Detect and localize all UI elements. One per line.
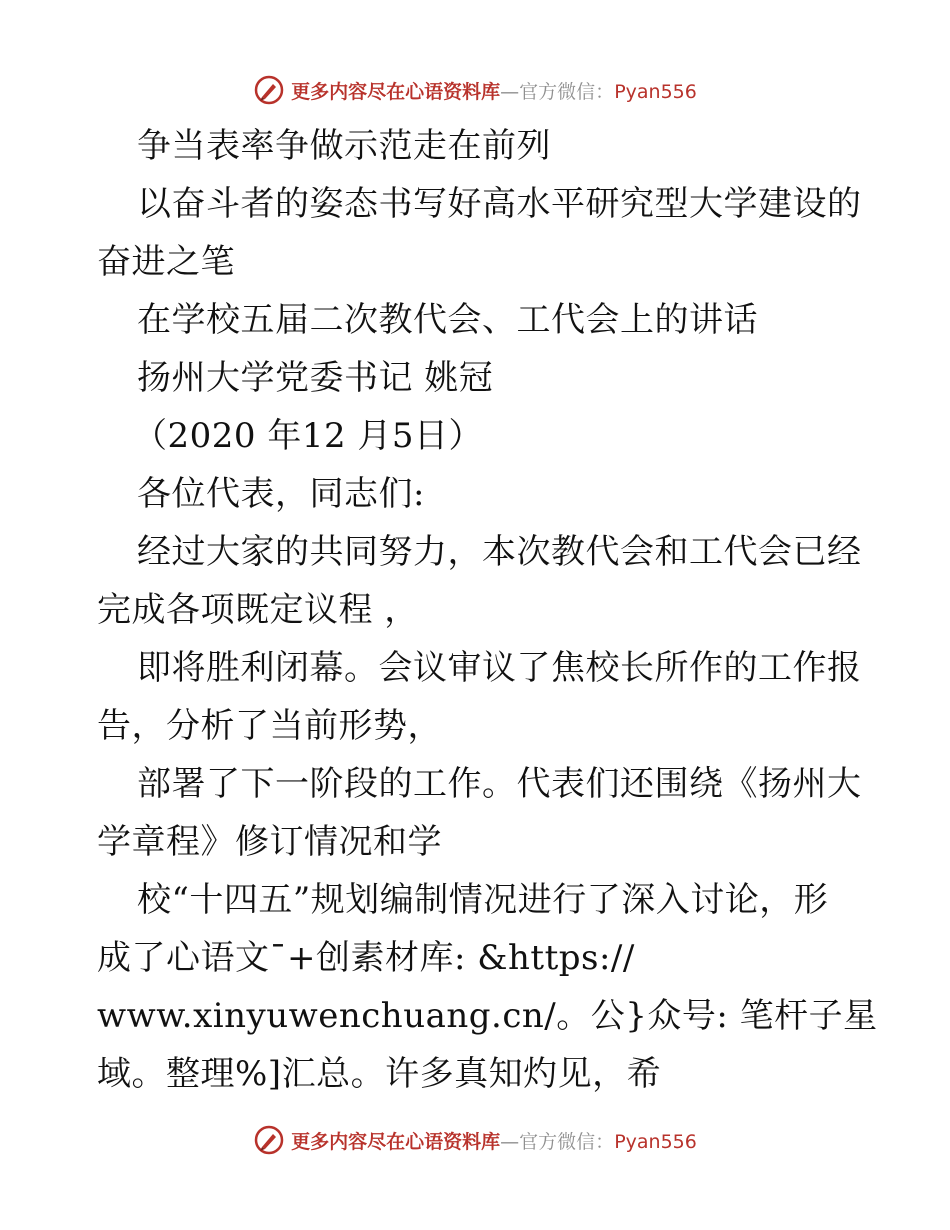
banner-wechat-id: Pyan556: [614, 80, 697, 103]
doc-paragraph-line: www.xinyuwenchuang.cn/。公}众号: 笔杆子星: [97, 996, 878, 1036]
pen-logo-icon: [253, 74, 285, 106]
banner-text: [291, 1127, 697, 1154]
banner-wechat-label: 官方微信：: [519, 80, 615, 103]
doc-paragraph-line: 经过大家的共同努力，本次教代会和工代会已经: [137, 532, 862, 572]
doc-paragraph-line: 完成各项既定议程 ，: [97, 590, 419, 630]
doc-paragraph-line: 即将胜利闭幕。会议审议了焦校长所作的工作报: [137, 648, 862, 688]
doc-paragraph-line: 部署了下一阶段的工作。代表们还围绕《扬州大: [137, 764, 862, 804]
banner-main-text: 更多内容尽在心语资料库: [291, 1130, 501, 1153]
doc-author-line: 扬州大学党委书记 姚冠: [137, 358, 494, 398]
footer-watermark-banner: [0, 1120, 950, 1160]
doc-date-line: （2020 年12 月5日）: [133, 416, 484, 456]
doc-title-line: 争当表率争做示范走在前列: [137, 126, 551, 166]
doc-occasion-line: 在学校五届二次教代会、工代会上的讲话: [137, 300, 758, 340]
doc-paragraph-line: 校“十四五”规划编制情况进行了深入讨论，形: [137, 880, 829, 920]
doc-greeting-line: 各位代表，同志们:: [137, 474, 425, 514]
banner-wechat-label: 官方微信：: [519, 1130, 615, 1153]
banner-text: [291, 77, 697, 104]
doc-paragraph-line: 域。整理%]汇总。许多真知灼见，希: [97, 1054, 662, 1094]
doc-subtitle-line: 以奋斗者的姿态书写好高水平研究型大学建设的: [137, 184, 862, 224]
document-body: [97, 117, 878, 1103]
doc-paragraph-line: 学章程》修订情况和学: [97, 822, 442, 862]
doc-paragraph-line: 成了心语文¯+创素材库: &https://: [97, 938, 635, 978]
doc-subtitle-line-cont: 奋进之笔: [97, 242, 235, 282]
pen-logo-icon: [253, 1124, 285, 1156]
banner-main-text: 更多内容尽在心语资料库: [291, 80, 501, 103]
header-watermark-banner: [0, 70, 950, 110]
banner-wechat-id: Pyan556: [614, 1130, 697, 1153]
banner-separator: —: [500, 1130, 520, 1153]
banner-separator: —: [500, 80, 520, 103]
doc-paragraph-line: 告，分析了当前形势，: [97, 706, 442, 746]
